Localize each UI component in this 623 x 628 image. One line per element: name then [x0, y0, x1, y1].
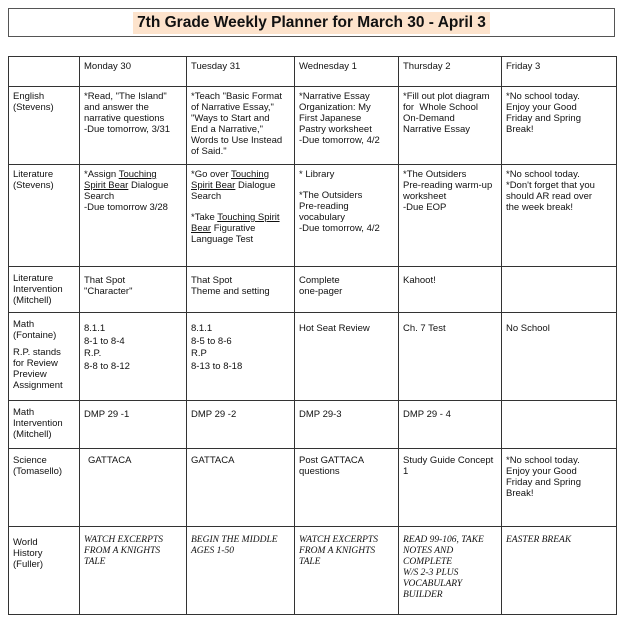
cell-line: *Fill out plot diagram: [403, 91, 490, 102]
cell-line: Friday and Spring: [506, 113, 581, 124]
subject-line: (Stevens): [13, 180, 54, 191]
cell-line: Break!: [506, 124, 534, 135]
cell-line: *No school today.: [506, 455, 580, 466]
cell-line: R.P: [191, 348, 207, 359]
book-title-text: Touching: [118, 169, 157, 180]
cell-line: Post GATTACA: [299, 455, 365, 466]
book-title-text: Bear: [191, 223, 212, 234]
cell-line: *Narrative Essay: [299, 91, 370, 102]
subject-line: (Tomasello): [13, 466, 63, 477]
cell-literature-thursday: [399, 165, 502, 267]
cell-math-intervention-monday: DMP 29 -1: [80, 401, 187, 449]
cell-history-thursday: [399, 527, 502, 615]
cell-line: No School: [506, 323, 550, 334]
cell-line: *No school today.: [506, 91, 580, 102]
row-world-history: [9, 527, 617, 615]
cell-line: worksheet: [403, 191, 447, 202]
cell-line: -Due tomorrow, 4/2: [299, 135, 380, 146]
cell-line: Enjoy your Good: [506, 102, 577, 113]
subject-line: Assignment: [13, 380, 63, 391]
subject-line: Literature: [13, 169, 54, 180]
subject-line: (Stevens): [13, 102, 54, 113]
cell-english-monday: [80, 87, 187, 165]
cell-line: WATCH EXCERPTS: [84, 535, 163, 545]
cell-history-monday: [80, 527, 187, 615]
cell-line: R.P.: [84, 348, 102, 359]
cell-math-intervention-wednesday: DMP 29-3: [295, 401, 399, 449]
subject-line: Math: [13, 407, 35, 418]
cell-line: for Whole School: [403, 102, 478, 113]
cell-math-intervention-thursday: DMP 29 - 4: [399, 401, 502, 449]
subject-line: for Review: [13, 358, 58, 369]
cell-line: -Due tomorrow 3/28: [84, 202, 168, 213]
subject-line: Intervention: [13, 284, 63, 295]
cell-line: NOTES AND COMPLETE: [403, 546, 456, 567]
cell-literature-tuesday: [187, 165, 295, 267]
subject-english: [9, 87, 80, 165]
cell-line: Ch. 7 Test: [403, 323, 446, 334]
cell-line: [84, 169, 182, 180]
row-literature: [9, 165, 617, 267]
cell-line: GATTACA: [88, 455, 132, 466]
cell-science-wednesday: [295, 449, 399, 527]
cell-line: FROM A KNIGHTS TALE: [84, 546, 163, 567]
cell-science-thursday: [399, 449, 502, 527]
subject-line: History: [13, 548, 43, 559]
cell-science-monday: [80, 449, 187, 527]
cell-line: WATCH EXCERPTS: [299, 535, 378, 545]
cell-line: [191, 180, 290, 191]
cell-lit-intervention-monday: [80, 267, 187, 313]
row-math: [9, 313, 617, 401]
day-header-tuesday: Tuesday 31: [187, 57, 295, 87]
text-run: Dialogue: [235, 180, 276, 191]
cell-math-wednesday: [295, 313, 399, 401]
cell-line: [84, 180, 182, 191]
subject-line: Science: [13, 455, 47, 466]
spacer: [191, 202, 290, 212]
cell-math-intervention-friday: [502, 401, 617, 449]
subject-line: (Fuller): [13, 559, 44, 570]
spacer: [299, 180, 394, 190]
text-run: *Take: [191, 212, 218, 223]
subject-math-intervention: [9, 401, 80, 449]
cell-lit-intervention-wednesday: [295, 267, 399, 313]
cell-line: "Character": [84, 286, 133, 297]
cell-line: 8.1.1: [84, 323, 106, 334]
cell-line: 8-1 to 8-4: [84, 335, 125, 347]
cell-line: the week break!: [506, 202, 574, 213]
cell-line: [191, 223, 290, 234]
cell-lit-intervention-tuesday: [187, 267, 295, 313]
row-literature-intervention: [9, 267, 617, 313]
cell-line: [191, 212, 290, 223]
subject-literature: [9, 165, 80, 267]
cell-line: 8-13 to 8-18: [191, 360, 243, 372]
cell-line: *The Outsiders: [299, 190, 363, 201]
subject-line: World: [13, 537, 38, 548]
book-title-text: Spirit Bear: [84, 180, 129, 191]
cell-line: 8.1.1: [191, 323, 213, 334]
book-title-text: Touching: [230, 169, 269, 180]
cell-line: Hot Seat Review: [299, 323, 370, 334]
subject-world-history: [9, 527, 80, 615]
row-english: [9, 87, 617, 165]
weekly-planner-table: [8, 56, 617, 615]
cell-line: one-pager: [299, 286, 343, 297]
cell-science-tuesday: [187, 449, 295, 527]
cell-math-thursday: [399, 313, 502, 401]
cell-line: "Ways to Start and: [191, 113, 270, 124]
cell-line: questions: [299, 466, 340, 477]
cell-line: That Spot: [191, 275, 233, 286]
cell-line: Enjoy your Good: [506, 466, 577, 477]
cell-line: End a Narrative,": [191, 124, 264, 135]
day-header-friday: Friday 3: [502, 57, 617, 87]
cell-english-wednesday: [295, 87, 399, 165]
cell-lit-intervention-thursday: [399, 267, 502, 313]
cell-line: Friday and Spring: [506, 477, 581, 488]
text-run: *Go over: [191, 169, 231, 180]
cell-line: *Don't forget that you: [506, 180, 595, 191]
cell-line: EASTER BREAK: [506, 535, 572, 545]
cell-english-thursday: [399, 87, 502, 165]
cell-line: Language Test: [191, 234, 254, 245]
cell-line: GATTACA: [191, 455, 235, 466]
cell-math-monday: [80, 313, 187, 401]
cell-literature-friday: [502, 165, 617, 267]
cell-line: *No school today.: [506, 169, 580, 180]
cell-line: Theme and setting: [191, 286, 270, 297]
subject-line: (Mitchell): [13, 429, 52, 440]
cell-line: Pre-reading warm-up: [403, 180, 493, 191]
subject-line: Math: [13, 319, 35, 330]
row-math-intervention: [9, 401, 617, 449]
cell-line: Study Guide Concept: [403, 455, 494, 466]
cell-line: Complete: [299, 275, 340, 286]
subject-line: Intervention: [13, 418, 63, 429]
cell-line: Search: [84, 191, 115, 202]
cell-line: *Read, "The Island": [84, 91, 167, 102]
cell-line: FROM A KNIGHTS TALE: [299, 546, 378, 567]
cell-history-friday: [502, 527, 617, 615]
cell-line: [191, 169, 290, 180]
cell-line: 8-5 to 8-6: [191, 335, 232, 347]
cell-math-intervention-tuesday: DMP 29 -2: [187, 401, 295, 449]
cell-line: -Due tomorrow, 4/2: [299, 223, 380, 234]
cell-line: Narrative Essay: [403, 124, 471, 135]
day-header-thursday: Thursday 2: [399, 57, 502, 87]
subject-line: R.P. stands: [13, 347, 61, 358]
row-science: [9, 449, 617, 527]
cell-math-friday: [502, 313, 617, 401]
subject-line: (Mitchell): [13, 295, 52, 306]
subject-literature-intervention: [9, 267, 80, 313]
cell-english-tuesday: [187, 87, 295, 165]
cell-literature-monday: [80, 165, 187, 267]
cell-line: VOCABULARY BUILDER: [403, 579, 465, 600]
cell-line: Organization: My: [299, 102, 371, 113]
text-run: Dialogue: [128, 180, 169, 191]
cell-history-wednesday: [295, 527, 399, 615]
cell-line: *Teach "Basic Format: [191, 91, 283, 102]
cell-line: AGES 1-50: [191, 546, 235, 556]
cell-line: 1: [403, 466, 409, 477]
cell-line: W/S 2-3 PLUS: [403, 568, 459, 578]
cell-science-friday: [502, 449, 617, 527]
text-run: Figurative: [211, 223, 256, 234]
cell-line: Search: [191, 191, 222, 202]
cell-math-tuesday: [187, 313, 295, 401]
subject-line: Literature: [13, 273, 54, 284]
cell-line: and answer the: [84, 102, 149, 113]
page-title: 7th Grade Weekly Planner for March 30 - April 3: [133, 12, 490, 34]
cell-line: Pre-reading: [299, 201, 349, 212]
cell-line: of Narrative Essay,": [191, 102, 274, 113]
cell-english-friday: [502, 87, 617, 165]
cell-lit-intervention-friday: [502, 267, 617, 313]
subject-line: (Fontaine): [13, 330, 57, 341]
cell-line: *The Outsiders: [403, 169, 467, 180]
cell-line: BEGIN THE MIDDLE: [191, 535, 278, 545]
cell-line: Words to Use Instead: [191, 135, 283, 146]
cell-line: 8-8 to 8-12: [84, 360, 130, 372]
cell-line: * Library: [299, 169, 335, 180]
day-header-monday: Monday 30: [80, 57, 187, 87]
cell-line: of Said.": [191, 146, 227, 157]
book-title-text: Touching Spirit: [217, 212, 280, 223]
cell-line: vocabulary: [299, 212, 345, 223]
subject-science: [9, 449, 80, 527]
cell-line: That Spot: [84, 275, 126, 286]
cell-line: Break!: [506, 488, 534, 499]
header-row: [9, 57, 617, 87]
subject-math: [9, 313, 80, 401]
cell-line: should AR read over: [506, 191, 593, 202]
cell-line: On-Demand: [403, 113, 455, 124]
cell-line: Pastry worksheet: [299, 124, 372, 135]
subject-line: Preview: [13, 369, 47, 380]
corner-cell: [9, 57, 80, 87]
subject-line: English: [13, 91, 45, 102]
day-header-wednesday: Wednesday 1: [295, 57, 399, 87]
cell-literature-wednesday: [295, 165, 399, 267]
cell-line: READ 99-106, TAKE: [403, 535, 484, 545]
cell-history-tuesday: [187, 527, 295, 615]
cell-line: -Due tomorrow, 3/31: [84, 124, 171, 135]
title-box: [8, 8, 615, 37]
cell-line: First Japanese: [299, 113, 362, 124]
cell-line: -Due EOP: [403, 202, 447, 213]
book-title-text: Spirit Bear: [191, 180, 236, 191]
cell-line: Kahoot!: [403, 275, 436, 286]
text-run: *Assign: [84, 169, 119, 180]
cell-line: narrative questions: [84, 113, 165, 124]
